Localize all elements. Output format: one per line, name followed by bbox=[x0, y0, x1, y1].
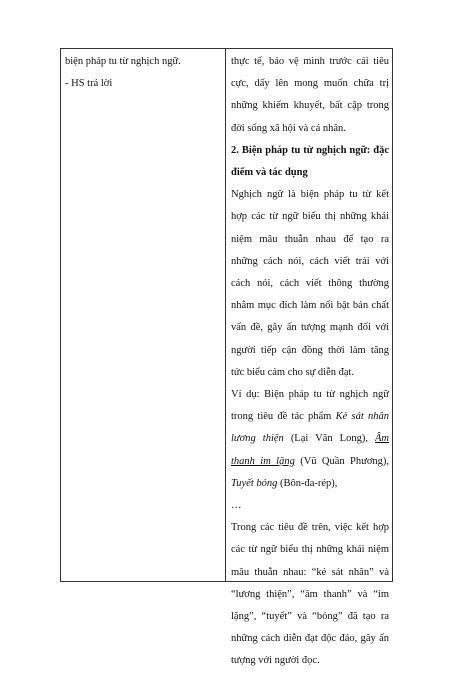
section-heading-text: 2. Biện pháp tu từ nghịch ngữ: đặc điểm và tác dụng bbox=[231, 144, 389, 179]
left-line-2: - HS trả lời bbox=[65, 78, 113, 89]
example-author-3: (Bôn-đa-rép), bbox=[277, 477, 338, 489]
definition-paragraph: Nghịch ngữ là biện pháp tu từ kết hợp các từ ngữ biểu thị những khái niệm mâu thuẫn nhau để tạo ra những cách nói, cách viết trái với cách nói, cách viết thông thường nhằm mục đích làm nổi bật bản chất vấn đề, gây ấn tượng mạnh đối với người tiếp cận đồng thời làm tăng tức biểu cảm cho sự diễn đạt. bbox=[231, 189, 389, 378]
column-divider bbox=[225, 49, 226, 581]
example-work-3: Tuyết bỏng bbox=[231, 477, 278, 489]
content-table bbox=[60, 48, 393, 667]
example-work-1: Kẻ sát nhân lương thiện bbox=[231, 411, 389, 445]
example-author-1: (Lại Văn Long), bbox=[283, 433, 375, 445]
right-column bbox=[231, 51, 389, 673]
left-line-1: biện pháp tu từ nghịch ngữ. bbox=[65, 56, 181, 67]
example-prefix: Ví dụ: Biện pháp tu từ nghịch ngữ trong tiêu đề tác phẩm bbox=[231, 389, 389, 423]
left-column bbox=[65, 51, 221, 95]
intro-paragraph: thực tế, bảo vệ mình trước cái tiêu cực, dấy lên mong muốn chữa trị những khiếm khuyết, bất cập trong đời sống xã hội và cá nhân. bbox=[231, 56, 389, 134]
conclusion-paragraph: Trong các tiêu đề trên, việc kết hợp các từ ngữ biểu thị những khái niệm mâu thuẫn nhau: “kẻ sát nhân” và “lương thiện”, “âm thanh” và “im lặng”, “tuyết” và “bỏng” đã tạo ra những cách diễn đạt độc đáo, gây ấn tượng với người đọc. bbox=[231, 522, 389, 667]
example-author-2: (Vũ Quần Phương), bbox=[294, 455, 389, 467]
section-heading bbox=[231, 140, 389, 184]
example-paragraph bbox=[231, 384, 389, 517]
example-work-2: Âm thanh im lặng bbox=[231, 433, 389, 467]
example-ellipsis: … bbox=[231, 500, 242, 512]
